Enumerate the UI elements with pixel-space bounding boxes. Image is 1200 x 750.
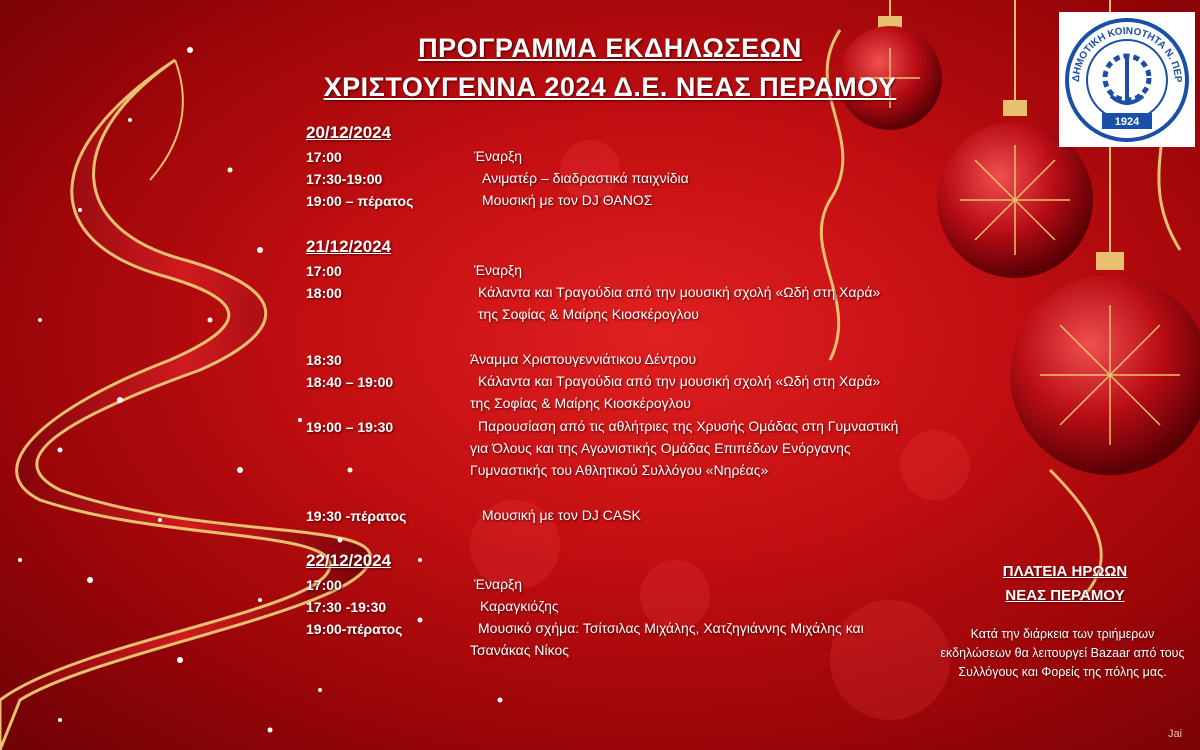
location-title: ΠΛΑΤΕΙΑ ΗΡΩΩΝ bbox=[1002, 563, 1128, 580]
event-time: 18:40 – 19:00 bbox=[306, 374, 394, 390]
logo-year: 1924 bbox=[1114, 116, 1140, 128]
event-time: 17:30-19:00 bbox=[306, 171, 383, 187]
location-subtitle: ΝΕΑΣ ΠΕΡΑΜΟΥ bbox=[1005, 587, 1125, 604]
event-description: Παρουσίαση από τις αθλήτριες της Χρυσής Ομάδας στη Γυμναστική για Όλους και της Αγωνιστικής Ομάδας Επιπέδων Ενόργανης Γυμναστικής του Αθλητικού Συλλόγου «Νηρέας» bbox=[470, 418, 899, 478]
event-description: Μουσικό σχήμα: Τσίτσιλας Μιχάλης, Χατζηγιάννης Μιχάλης και Τσανάκας Νίκος bbox=[470, 620, 864, 658]
day-date: 22/12/2024 bbox=[306, 551, 392, 570]
logo-text: ΔΗΜΟΤΙΚΗ ΚΟΙΝΟΤΗΤΑ Ν. ΠΕΡ bbox=[1070, 25, 1184, 83]
event-description: Καραγκιόζης bbox=[480, 598, 559, 614]
page-title: ΠΡΟΓΡΑΜΜΑ ΕΚΔΗΛΩΣΕΩΝ bbox=[418, 33, 802, 63]
event-time: 19:00 – πέρατος bbox=[306, 193, 414, 209]
day-date: 20/12/2024 bbox=[306, 123, 392, 142]
event-time: 17:00 bbox=[306, 149, 342, 165]
event-description: Έναρξη bbox=[474, 576, 523, 592]
event-time: 19:00 – 19:30 bbox=[306, 419, 394, 435]
event-time: 17:00 bbox=[306, 263, 342, 279]
event-description: Έναρξη bbox=[474, 148, 523, 164]
event-description: Μουσική με τον DJ CASK bbox=[482, 507, 641, 523]
community-logo bbox=[1059, 12, 1195, 147]
event-description: Ανιματέρ – διαδραστικά παιχνίδια bbox=[482, 170, 689, 186]
event-time: 18:00 bbox=[306, 285, 342, 301]
event-description: Άναμμα Χριστουγεννιάτικου Δέντρου bbox=[470, 351, 697, 367]
event-time: 18:30 bbox=[306, 352, 342, 368]
artist-mark: Jai bbox=[1168, 728, 1183, 740]
bazaar-note: Κατά την διάρκεια των τριήμερων εκδηλώσεων θα λειτουργεί Bazaar από τους Συλλόγους και Φορείς της πόλης μας. bbox=[940, 627, 1185, 679]
event-description: Κάλαντα και Τραγούδια από την μουσική σχολή «Ωδή στη Χαρά» της Σοφίας & Μαίρης Κιοσκέρογλου bbox=[470, 373, 881, 411]
event-time: 19:00-πέρατος bbox=[306, 621, 403, 637]
event-time: 19:30 -πέρατος bbox=[306, 508, 407, 524]
event-time: 17:30 -19:30 bbox=[306, 599, 387, 615]
event-description: Έναρξη bbox=[474, 262, 523, 278]
page-subtitle: ΧΡΙΣΤΟΥΓΕΝΝΑ 2024 Δ.Ε. ΝΕΑΣ ΠΕΡΑΜΟΥ bbox=[323, 72, 897, 102]
event-description: Κάλαντα και Τραγούδια από την μουσική σχολή «Ωδή στη Χαρά» της Σοφίας & Μαίρης Κιοσκέρογλου bbox=[478, 284, 881, 322]
event-time: 17:00 bbox=[306, 577, 342, 593]
day-date: 21/12/2024 bbox=[306, 237, 392, 256]
event-description: Μουσική με τον DJ ΘΑΝΟΣ bbox=[482, 192, 653, 208]
